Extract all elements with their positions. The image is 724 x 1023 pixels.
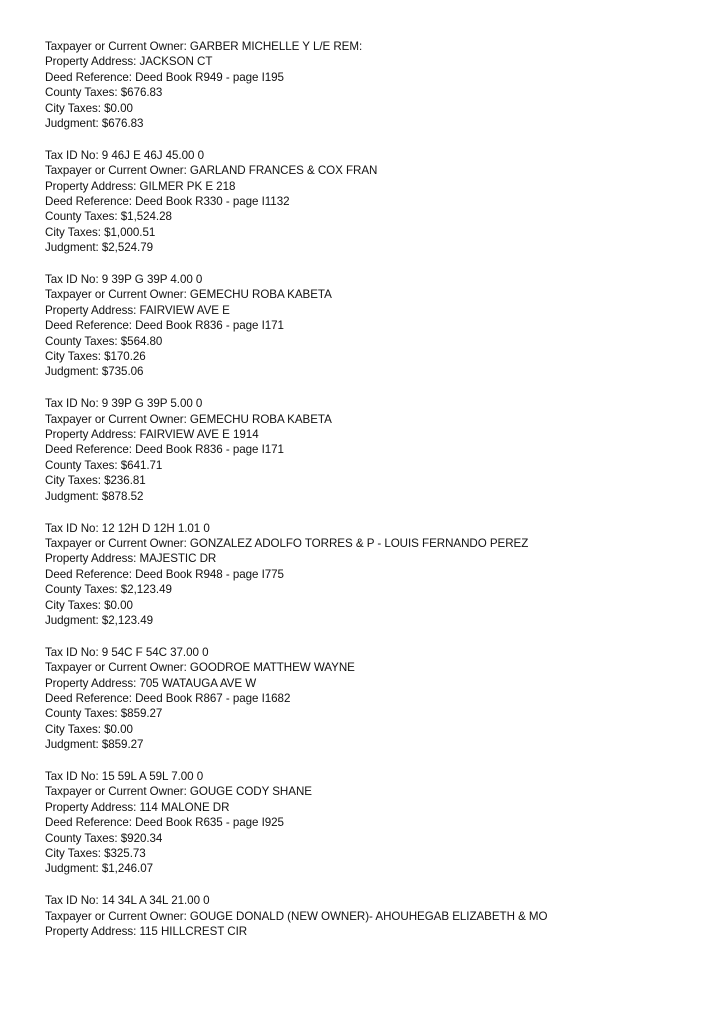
record-line: Judgment: $735.06 — [45, 365, 144, 379]
record-line: City Taxes: $0.00 — [45, 598, 133, 612]
record-line: Deed Reference: Deed Book R330 - page I1132 — [45, 195, 290, 209]
record-line: Deed Reference: Deed Book R948 - page I775 — [45, 567, 284, 581]
record-line: Judgment: $2,123.49 — [45, 613, 153, 627]
tax-record — [45, 148, 715, 256]
record-line: Property Address: 115 HILLCREST CIR — [45, 925, 248, 939]
record-line: Taxpayer or Current Owner: GONZALEZ ADOLFO TORRES & P - LOUIS FERNANDO PEREZ — [45, 536, 529, 550]
record-line: Tax ID No: 14 34L A 34L 21.00 0 — [45, 894, 210, 908]
record-line: Taxpayer or Current Owner: GARLAND FRANCES & COX FRAN — [45, 164, 378, 178]
record-line: City Taxes: $1,000.51 — [45, 225, 156, 239]
record-line: County Taxes: $2,123.49 — [45, 583, 172, 597]
record-line: Property Address: FAIRVIEW AVE E — [45, 303, 230, 317]
record-line: Tax ID No: 9 39P G 39P 5.00 0 — [45, 397, 203, 411]
record-line: Judgment: $1,246.07 — [45, 862, 153, 876]
record-line: County Taxes: $1,524.28 — [45, 210, 172, 224]
record-line: County Taxes: $920.34 — [45, 831, 163, 845]
tax-record — [45, 893, 715, 939]
record-line: Property Address: JACKSON CT — [45, 55, 213, 69]
record-line: Tax ID No: 12 12H D 12H 1.01 0 — [45, 521, 210, 535]
tax-record — [45, 272, 715, 380]
record-line: City Taxes: $236.81 — [45, 474, 146, 488]
record-line: City Taxes: $0.00 — [45, 101, 133, 115]
record-line: County Taxes: $641.71 — [45, 458, 163, 472]
tax-record — [45, 396, 715, 504]
record-line: County Taxes: $859.27 — [45, 707, 163, 721]
record-line: Taxpayer or Current Owner: GOODROE MATTHEW WAYNE — [45, 661, 355, 675]
tax-record — [45, 645, 715, 753]
record-line: Deed Reference: Deed Book R836 - page I171 — [45, 443, 284, 457]
tax-record — [45, 769, 715, 877]
record-line: Tax ID No: 9 54C F 54C 37.00 0 — [45, 645, 209, 659]
record-line: Deed Reference: Deed Book R836 - page I171 — [45, 319, 284, 333]
record-line: County Taxes: $564.80 — [45, 334, 163, 348]
record-line: Property Address: 114 MALONE DR — [45, 800, 230, 814]
record-line: Judgment: $859.27 — [45, 738, 144, 752]
record-line: Tax ID No: 15 59L A 59L 7.00 0 — [45, 770, 204, 784]
record-line: City Taxes: $170.26 — [45, 350, 146, 364]
record-line: Property Address: FAIRVIEW AVE E 1914 — [45, 428, 259, 442]
document-page — [45, 39, 715, 956]
record-line: Judgment: $878.52 — [45, 489, 144, 503]
record-line: Judgment: $2,524.79 — [45, 241, 153, 255]
record-line: Property Address: MAJESTIC DR — [45, 552, 217, 566]
record-line: Taxpayer or Current Owner: GARBER MICHELLE Y L/E REM: — [45, 40, 363, 53]
record-line: Deed Reference: Deed Book R867 - page I1682 — [45, 691, 291, 705]
record-line: City Taxes: $0.00 — [45, 722, 133, 736]
record-line: Judgment: $676.83 — [45, 116, 144, 130]
tax-record — [45, 39, 715, 131]
record-line: Tax ID No: 9 39P G 39P 4.00 0 — [45, 273, 203, 287]
tax-record — [45, 521, 715, 629]
record-line: Deed Reference: Deed Book R635 - page I925 — [45, 816, 284, 830]
record-line: Tax ID No: 9 46J E 46J 45.00 0 — [45, 148, 204, 162]
record-line: Taxpayer or Current Owner: GOUGE CODY SHANE — [45, 785, 312, 799]
record-line: Property Address: 705 WATAUGA AVE W — [45, 676, 257, 690]
record-line: Deed Reference: Deed Book R949 - page I195 — [45, 70, 284, 84]
record-line: Taxpayer or Current Owner: GOUGE DONALD (NEW OWNER)- AHOUHEGAB ELIZABETH & MO — [45, 909, 548, 923]
record-line: County Taxes: $676.83 — [45, 86, 163, 100]
record-line: City Taxes: $325.73 — [45, 846, 146, 860]
record-line: Taxpayer or Current Owner: GEMECHU ROBA KABETA — [45, 288, 332, 302]
record-line: Property Address: GILMER PK E 218 — [45, 179, 236, 193]
record-line: Taxpayer or Current Owner: GEMECHU ROBA KABETA — [45, 412, 332, 426]
